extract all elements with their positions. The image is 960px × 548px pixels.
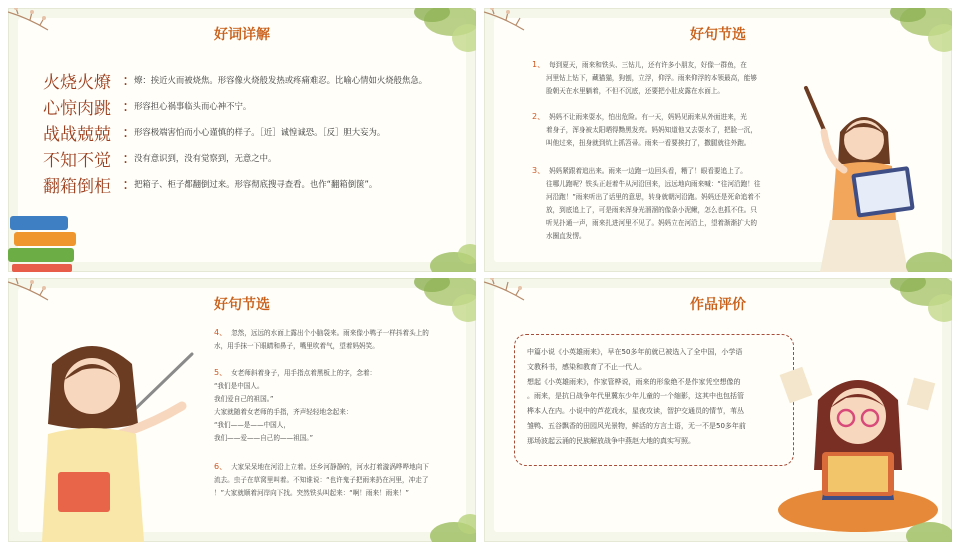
- word-row: 翻箱倒柜 : 把箱子、柜子都翻倒过来。形容彻底搜寻查看。也作“翻箱倒箧”。: [43, 172, 377, 196]
- word-row: 不知不觉 : 没有意识到，没有觉察到，无意之中。: [43, 146, 276, 170]
- sentence-item: 3、 妈妈紧跟着追出来。雨来一边跑一边回头看，糟了！眼看要追上了。 往哪儿跑呢？铁头正赶着牛从河沿回来，远远地向雨来喊：“往河沿跑！往 河沿跑！”雨来听出了话里的意思，转身就朝河沿跑。妈妈还是死命追着不 放，到底追上了，可是雨来浑身光溜溜的像条小泥鳅，怎么也抓不住。只 听见扑通一声，雨来扎进河里不见了。妈妈立在河沿上，望着渐渐扩大的 水圈直发愣。: [532, 166, 761, 240]
- slide-3-thumbnail[interactable]: [8, 278, 476, 542]
- slide-2-thumbnail[interactable]: [484, 8, 952, 272]
- sentence-item: 5、 女老师斜着身子，用手指点着黑板上的字，念着： “我们是中国人。 我们爱自己的祖国。” 大家就随着女老师的手指，齐声轻轻地念起来： “我们——是——中国人， 我们——爱——自己的——祖国。”: [214, 368, 377, 442]
- sentence-item: 2、 妈妈不让雨来耍水，怕出危险。有一天，妈妈见雨来从外面进来，光 着身子，浑身被太阳晒得黝黑发亮。妈妈知道他又去耍水了，把脸一沉， 叫他过来，扭身就到炕上抓笤帚。雨来一看要挨打了，撒腿就往外跑。: [532, 112, 757, 147]
- leaves-decoration: [896, 508, 952, 542]
- word: 不知不觉: [43, 150, 111, 171]
- word-definition: 把箱子、柜子都翻倒过来。形容彻底搜寻查看。也作“翻箱倒箧”。: [134, 179, 378, 189]
- teacher-pointing-illustration: [22, 324, 202, 542]
- word: 心惊肉跳: [43, 98, 111, 119]
- word-row: 战战兢兢 : 形容极端害怕而小心谨慎的样子。［近］诚惶诚恐。［反］胆大妄为。: [43, 120, 385, 144]
- sentence-item: 6、 大家呆呆地在河沿上立着。还乡河静静的，河水打着漩涡哗哗地向下 流去。虫子在草窝里叫着。不知谁说：“也许鬼子把雨来扔在河里，冲走了 ！”大家就顺着河岸向下找。突然铁头叫起来：“啊！雨来！雨来！”: [214, 462, 429, 497]
- sentence-item: 4、 忽然，远远的水面上露出个小脑袋来。雨来像小鸭子一样抖着头上的 水，用手抹一下眼睛和鼻子，嘴里吹着气，望着妈妈笑。: [214, 328, 429, 350]
- slide-title: 好词详解: [214, 27, 270, 43]
- sentence-item: 1、 每到夏天，雨来和铁头、三钻儿，还有许多小朋友，好像一群鱼，在 河里钻上钻下，藏猫猫，狗刨，立浮，仰浮。雨来仰浮的本领最高，能够 脸朝天在水里躺着，不但不沉底，还要把小肚皮露在水面上。: [532, 60, 757, 95]
- word-row: 心惊肉跳 : 形容担心祸事临头而心神不宁。: [43, 94, 251, 118]
- slide-title: 好句节选: [214, 297, 270, 313]
- word: 战战兢兢: [43, 124, 111, 145]
- evaluation-box: 中篇小说《小英雄雨来》，早在50多年前就已被选入了全中国，小学语 文教科书，感染和教育了不止一代人。 想起《小英雄雨来》，作家管桦说，雨来的形象绝不是作家凭空想像的 。雨来，是抗日战争年代里冀东少年儿童的一个缩影，这其中也包括管 桦本人在内。小说中的芦花戏水，星夜攻读，智护交通员的情节，苇丛 雏鸭、五谷飘香的田园风光景物，鲜活的方言土语，无一不是50多年前 那场波起云涌的民族解放战争中燕赵大地的真实写照。: [514, 334, 794, 466]
- word: 火烧火燎: [43, 72, 111, 93]
- leaves-decoration: [420, 238, 476, 272]
- books-icon: [8, 208, 88, 272]
- leaves-decoration: [896, 238, 952, 272]
- slide-4-thumbnail[interactable]: [484, 278, 952, 542]
- word: 翻箱倒柜: [43, 176, 111, 197]
- slide-title: 作品评价: [690, 297, 746, 313]
- word-definition: 没有意识到，没有觉察到，无意之中。: [134, 153, 277, 163]
- word-definition: 燎：挨近火而被烧焦。形容像火烧般发热或疼痛难忍。比喻心情如火烧般焦急。: [134, 75, 428, 85]
- word-definition: 形容担心祸事临头而心神不宁。: [134, 101, 252, 111]
- slide-1-thumbnail[interactable]: [8, 8, 476, 272]
- leaves-decoration: [420, 508, 476, 542]
- slide-title: 好句节选: [690, 27, 746, 43]
- word-row: 火烧火燎 : 燎：挨近火而被烧焦。形容像火烧般发热或疼痛难忍。比喻心情如火烧般焦急。: [43, 68, 427, 92]
- word-definition: 形容极端害怕而小心谨慎的样子。［近］诚惶诚恐。［反］胆大妄为。: [134, 127, 386, 137]
